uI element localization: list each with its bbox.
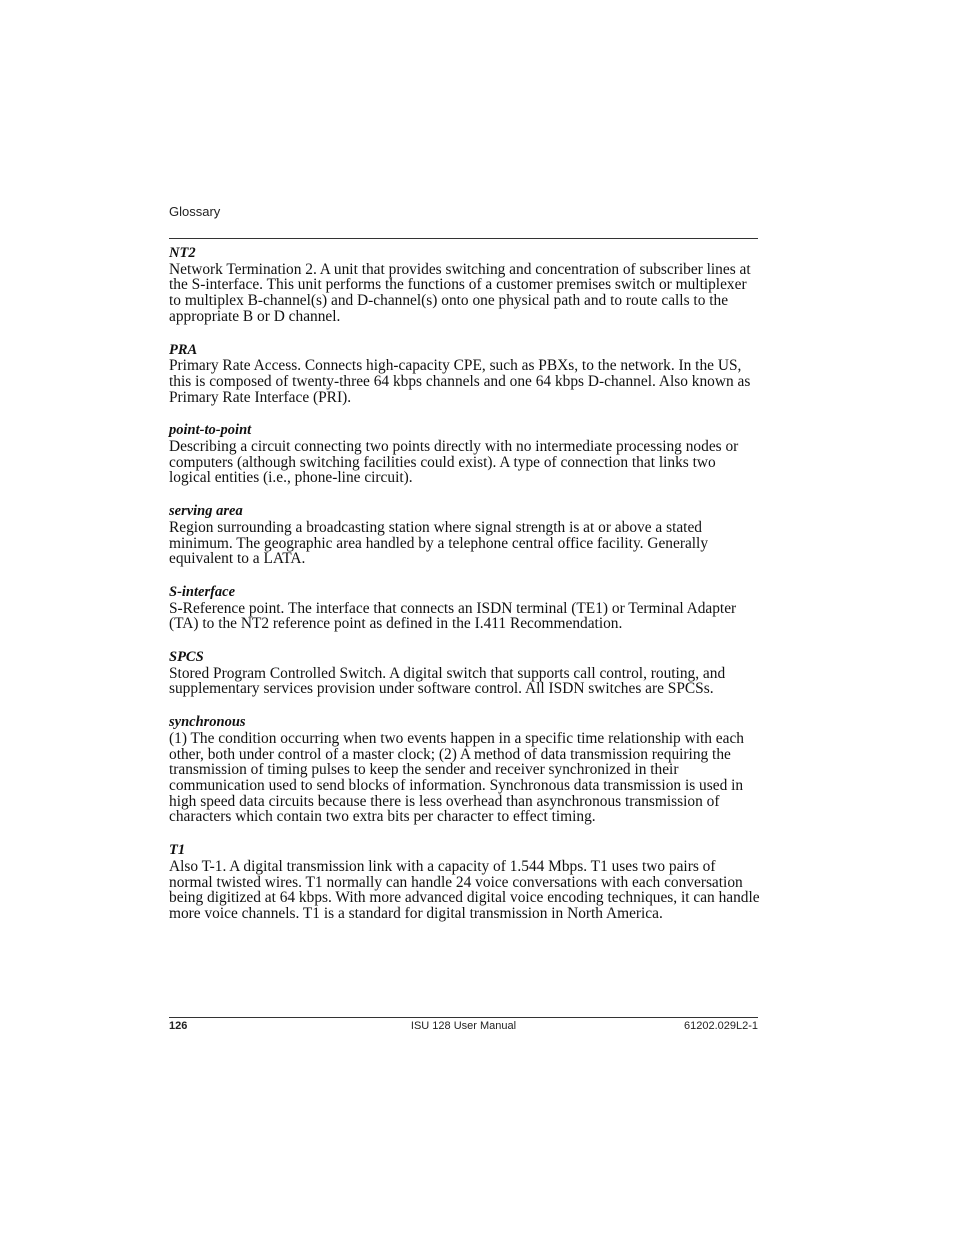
glossary-entry-pra [169,343,761,406]
footer-rule [169,1017,758,1018]
glossary-term: S-interface [169,583,236,600]
glossary-term: synchronous [169,714,246,731]
glossary-term: SPCS [169,649,204,666]
glossary-definition: Network Termination 2. A unit that provides switching and concentration of subscriber lines at the S-interface. This unit performs the functions of a customer premises switch or multiplexer to multiplex B-channel(s) and D-channel(s) onto one physical path and to route calls to the appropriate B or D channel. [169,260,751,325]
glossary-term: serving area [169,503,243,520]
glossary-entry-s-interface [169,585,761,632]
glossary-definition: Region surrounding a broadcasting station where signal strength is at or above a stated minimum. The geographic area handled by a telephone central office facility. Generally equivalent to a LATA. [169,518,709,568]
glossary-definition: (1) The condition occurring when two events happen in a specific time relationship with each other, both under control of a master clock; (2) A method of data transmission requiring the transmission of timing pulses to keep the sender and receiver synchronized in their communication used to send blocks of information. Synchronous data transmission is used in high speed data circuits because there is less overhead than asynchronous transmission of characters which contain two extra bits per character to effect timing. [169,729,744,826]
manual-title: ISU 128 User Manual [410,1020,517,1032]
glossary-term: point-to-point [169,422,252,439]
glossary-entry-point-to-point [169,423,761,486]
document-number: 61202.029L2-1 [683,1020,758,1032]
glossary-definition: Describing a circuit connecting two points directly with no intermediate processing nodes or computers (although switching facilities could exist). A type of connection that links two logical entities (i.e., phone-line circuit). [169,438,739,487]
glossary-term: NT2 [169,245,196,261]
glossary-definition: Stored Program Controlled Switch. A digital switch that supports call control, routing, and supplementary services provision under software control. All ISDN switches are SPCSs. [169,664,726,698]
glossary-definition: Primary Rate Access. Connects high-capacity CPE, such as PBXs, to the network. In the US, this is composed of twenty-three 64 kbps channels and one 64 kbps D-channel. Also known as Primary Rate Interface (PRI). [169,357,751,406]
glossary-entry-synchronous [169,715,761,825]
header-rule [169,238,758,239]
glossary-entry-spcs [169,650,761,697]
glossary-term: T1 [169,842,186,859]
glossary-body [169,246,761,940]
page-number: 126 [169,1020,188,1032]
glossary-definition: Also T-1. A digital transmission link with a capacity of 1.544 Mbps. T1 uses two pairs of normal twisted wires. T1 normally can handle 24 voice conversations with each conversation being digitized at 64 kbps. With more advanced digital voice encoding techniques, it can handle more voice channels. T1 is a standard for digital transmission in North America. [169,857,760,922]
glossary-entry-serving-area [169,504,761,567]
glossary-entry-nt2 [169,246,761,325]
glossary-definition: S-Reference point. The interface that connects an ISDN terminal (TE1) or Terminal Adapter (TA) to the NT2 reference point as defined in the I.411 Recommendation. [169,599,737,633]
running-header: Glossary [169,204,221,219]
glossary-term: PRA [169,341,198,358]
glossary-entry-t1 [169,843,761,922]
